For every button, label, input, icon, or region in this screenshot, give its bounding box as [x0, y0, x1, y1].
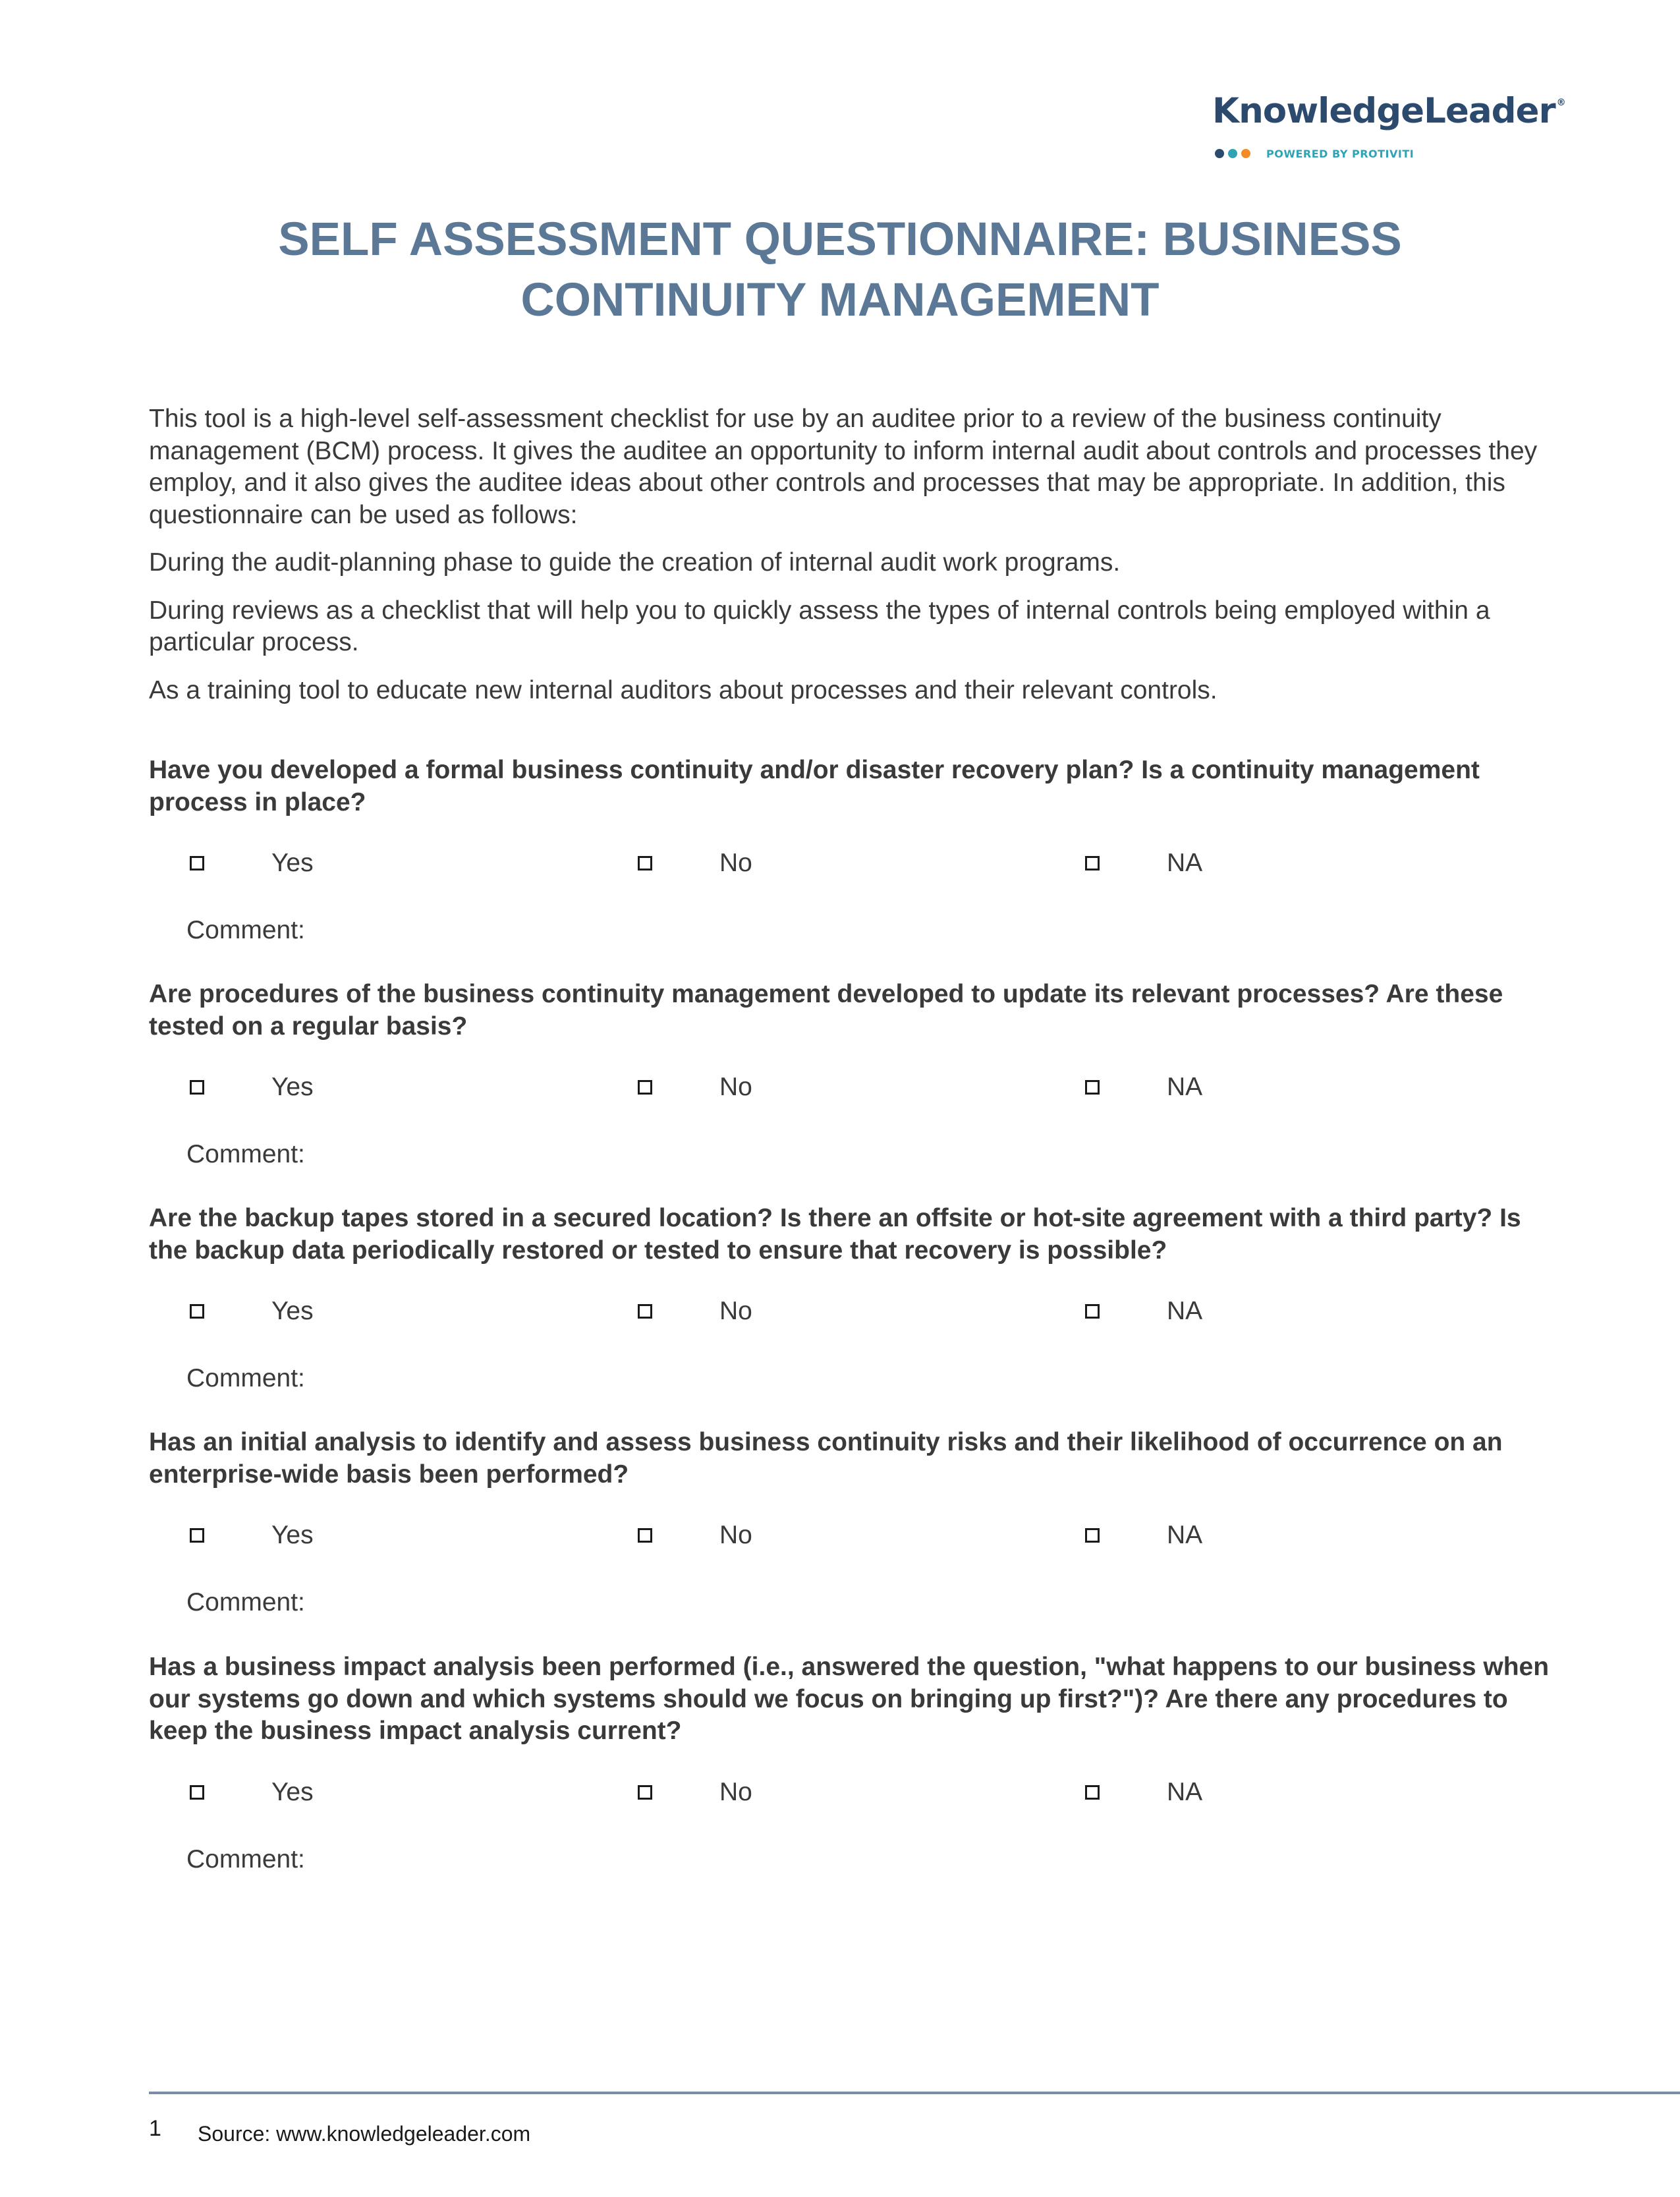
brand-dot-1 [1215, 149, 1224, 158]
na-checkbox[interactable] [1085, 1304, 1100, 1319]
option-label: No [719, 1073, 752, 1101]
no-checkbox[interactable] [638, 1304, 652, 1319]
answer-options [149, 1777, 1552, 1808]
no-checkbox[interactable] [638, 1528, 652, 1543]
comment-label: Comment: [186, 1140, 305, 1168]
no-checkbox[interactable] [638, 1080, 652, 1095]
question-block-5 [149, 1651, 1552, 1875]
question-text: Has a business impact analysis been performed (i.e., answered the question, "what happens to our business when our systems go down and which systems should we focus on bringing up first?")? Are there any procedures to keep the business impact analysis current? [149, 1653, 1550, 1745]
question-text: Are the backup tapes stored in a secured location? Is there an offsite or hot-site agreement with a third party? Is the backup data periodically restored or tested to ensure that recovery is possible? [149, 1204, 1521, 1265]
comment-label: Comment: [186, 1588, 305, 1616]
intro-use-planning: During the audit-planning phase to guide the creation of internal audit work programs. [149, 548, 1121, 577]
answer-options [149, 1071, 1552, 1103]
option-label: No [719, 1521, 752, 1549]
brand-dot-3 [1241, 149, 1250, 158]
question-block-3 [149, 1203, 1552, 1394]
comment-label: Comment: [186, 1364, 305, 1392]
option-label: Yes [271, 1073, 314, 1101]
brand-wordmark [1212, 91, 1565, 131]
no-checkbox[interactable] [638, 1785, 652, 1800]
option-label: No [719, 1777, 752, 1806]
intro-use-reviews: During reviews as a checklist that will help you to quickly assess the types of internal controls being employed within a particular process. [149, 596, 1490, 656]
option-label: No [719, 1297, 752, 1325]
question-text: Are procedures of the business continuity management developed to update its relevant processes? Are these tested on a regular basis? [149, 980, 1503, 1041]
yes-checkbox[interactable] [190, 1304, 204, 1319]
option-label: Yes [271, 1777, 314, 1806]
na-checkbox[interactable] [1085, 1080, 1100, 1095]
intro-use-training: As a training tool to educate new internal auditors about processes and their relevant controls. [149, 675, 1218, 704]
option-label: NA [1167, 849, 1203, 877]
option-label: NA [1167, 1073, 1203, 1101]
question-text: Have you developed a formal business continuity and/or disaster recovery plan? Is a continuity management process in place? [149, 756, 1480, 816]
yes-checkbox[interactable] [190, 1785, 204, 1800]
question-block-1 [149, 755, 1552, 946]
answer-options [149, 1520, 1552, 1551]
question-block-4 [149, 1427, 1552, 1618]
option-label: Yes [271, 1297, 314, 1325]
answer-options [149, 847, 1552, 879]
option-label: Yes [271, 849, 314, 877]
option-label: Yes [271, 1521, 314, 1549]
brand-dot-2 [1228, 149, 1237, 158]
option-label: NA [1167, 1297, 1203, 1325]
yes-checkbox[interactable] [190, 1080, 204, 1095]
comment-label: Comment: [186, 916, 305, 944]
no-checkbox[interactable] [638, 856, 652, 870]
document-title: SELF ASSESSMENT QUESTIONNAIRE: BUSINESS CONTINUITY MANAGEMENT [278, 214, 1402, 326]
question-block-2 [149, 979, 1552, 1170]
brand-name: KnowledgeLeader [1212, 91, 1555, 131]
comment-label: Comment: [186, 1844, 305, 1873]
option-label: NA [1167, 1521, 1203, 1549]
yes-checkbox[interactable] [190, 1528, 204, 1543]
brand-trademark: ® [1556, 98, 1565, 108]
na-checkbox[interactable] [1085, 856, 1100, 870]
na-checkbox[interactable] [1085, 1528, 1100, 1543]
source-line: Source: www.knowledgeleader.com [198, 2122, 531, 2146]
brand-tagline: POWERED BY PROTIVITI [1266, 148, 1414, 160]
brand-logo [1212, 91, 1565, 163]
option-label: No [719, 849, 752, 877]
intro-section [149, 403, 1552, 722]
answer-options [149, 1296, 1552, 1327]
yes-checkbox[interactable] [190, 856, 204, 870]
option-label: NA [1167, 1777, 1203, 1806]
question-text: Has an initial analysis to identify and assess business continuity risks and their likelihood of occurrence on an enterprise-wide basis been performed? [149, 1428, 1503, 1489]
footer-divider [149, 2092, 1680, 2094]
na-checkbox[interactable] [1085, 1785, 1100, 1800]
brand-dots-icon [1215, 149, 1254, 159]
page-number: 1 [149, 2116, 161, 2141]
intro-paragraph: This tool is a high-level self-assessment checklist for use by an auditee prior to a review of the business continuity management (BCM) process. It gives the auditee an opportunity to inform internal audit about controls and processes they employ, and it also gives the auditee ideas about other controls and processes that may be appropriate. In addition, this questionnaire can be used as follows: [149, 405, 1538, 529]
